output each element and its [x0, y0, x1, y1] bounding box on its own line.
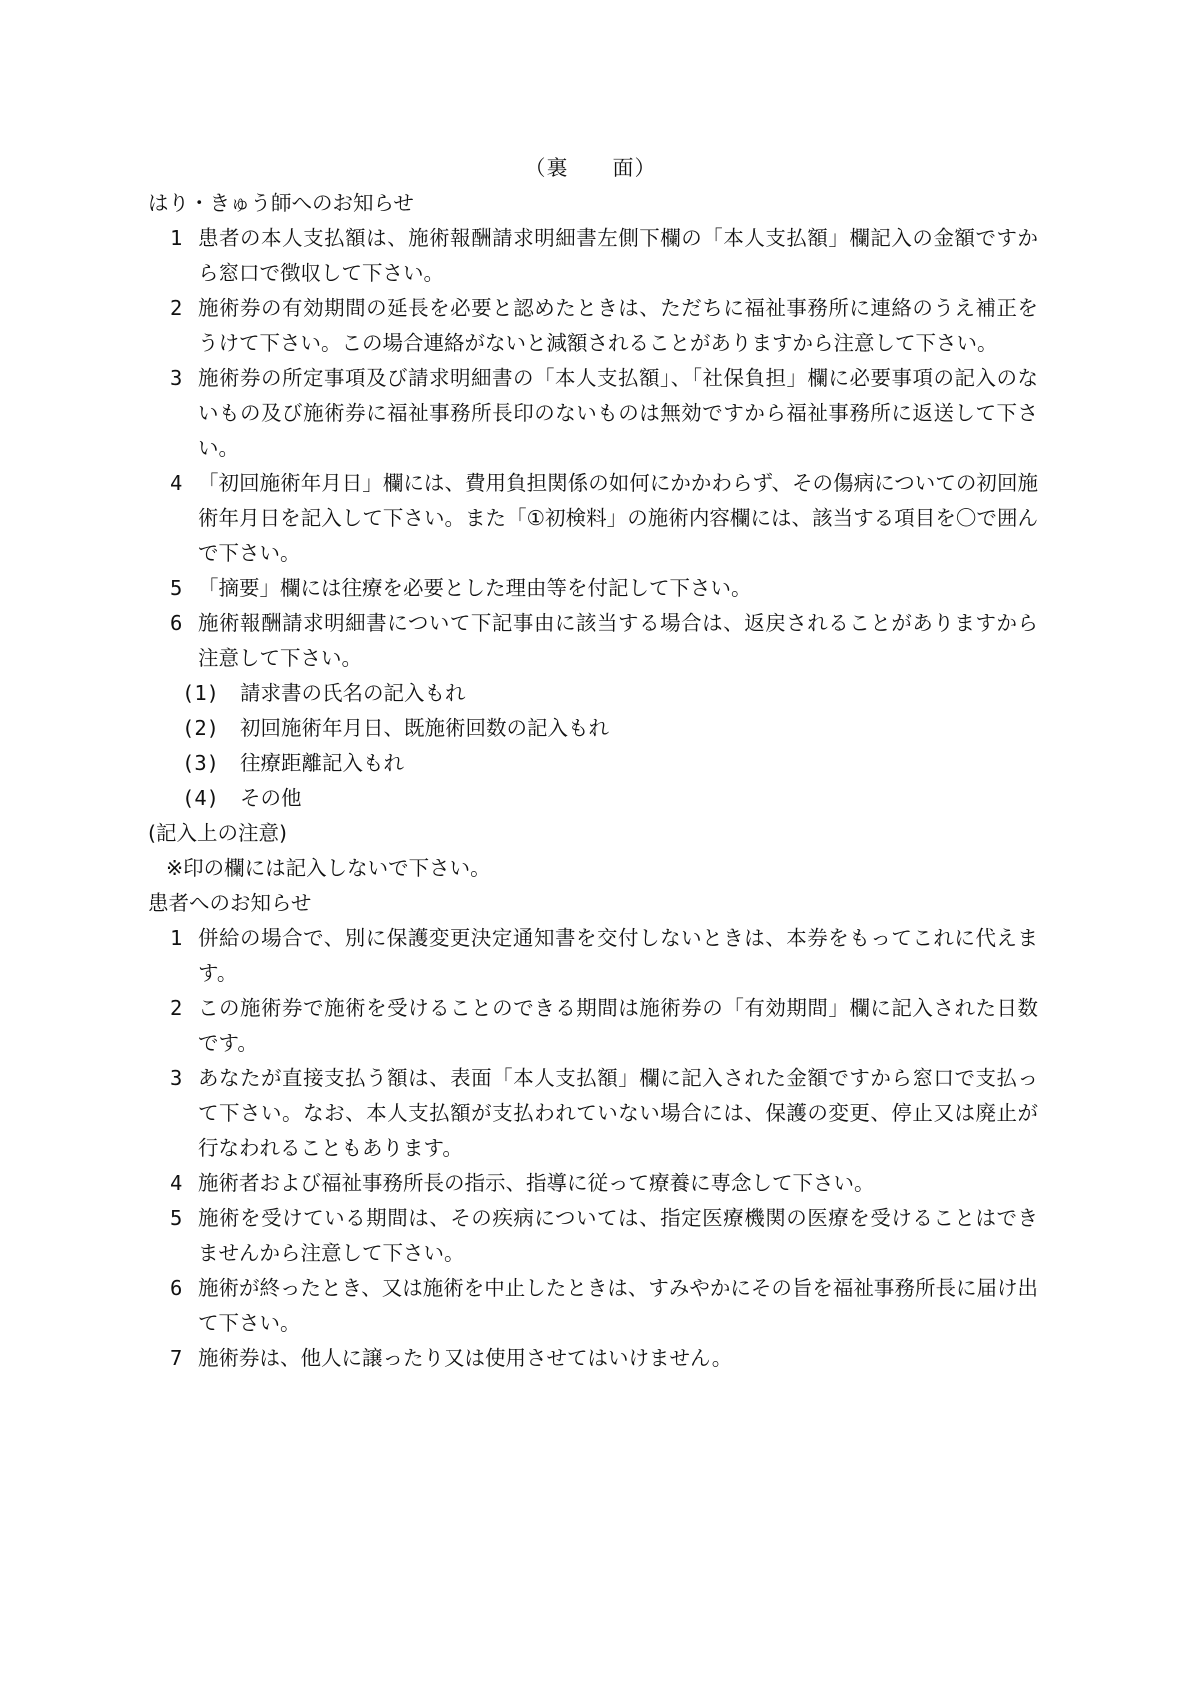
patient-item-4: [170, 1166, 1038, 1201]
item-text: 施術券の有効期間の延長を必要と認めたときは、ただちに福祉事務所に連絡のうえ補正をうけて下さい。この場合連絡がないと減額されることがありますから注意して下さい。: [198, 296, 1038, 355]
sub-item-text: 請求書の氏名の記入もれ: [240, 681, 466, 705]
return-reason-2: [182, 711, 1038, 746]
item-text: 併給の場合で、別に保護変更決定通知書を交付しないときは、本券をもってこれに代えます。: [198, 926, 1038, 985]
item-number: 4: [170, 1171, 183, 1195]
page-title: （裏 面）: [524, 156, 657, 180]
item-text: 施術者および福祉事務所長の指示、指導に従って療養に専念して下さい。: [198, 1171, 875, 1195]
practitioner-item-3: [170, 361, 1038, 466]
practitioner-item-1: [170, 221, 1038, 291]
sub-item-number: (4): [182, 786, 220, 810]
patient-notice-heading: 患者へのお知らせ: [148, 891, 312, 915]
entry-notes-line: ※印の欄には記入しないで下さい。: [166, 856, 491, 880]
item-text: あなたが直接支払う額は、表面「本人支払額」欄に記入された金額ですから窓口で支払って下さい。なお、本人支払額が支払われていない場合には、保護の変更、停止又は廃止が行なわれることもあります。: [198, 1066, 1038, 1160]
patient-item-3: [170, 1061, 1038, 1166]
item-text: 患者の本人支払額は、施術報酬請求明細書左側下欄の「本人支払額」欄記入の金額ですから窓口で徴収して下さい。: [198, 226, 1038, 285]
item-number: 6: [170, 1276, 183, 1300]
sub-item-text: その他: [240, 786, 302, 810]
practitioner-notice-heading: はり・きゅう師へのお知らせ: [148, 191, 414, 215]
item-number: 5: [170, 1206, 183, 1230]
sub-item-text: 初回施術年月日、既施術回数の記入もれ: [240, 716, 609, 740]
return-reason-4: [182, 781, 1038, 816]
item-text: 施術を受けている期間は、その疾病については、指定医療機関の医療を受けることはできませんから注意して下さい。: [198, 1206, 1038, 1265]
item-text: 施術券は、他人に譲ったり又は使用させてはいけません。: [198, 1346, 733, 1370]
patient-item-2: [170, 991, 1038, 1061]
patient-item-7: [170, 1341, 1038, 1376]
item-text: 「摘要」欄には往療を必要とした理由等を付記して下さい。: [198, 576, 752, 600]
patient-item-5: [170, 1201, 1038, 1271]
practitioner-item-4: [170, 466, 1038, 571]
item-text: 「初回施術年月日」欄には、費用負担関係の如何にかかわらず、その傷病についての初回施術年月日を記入して下さい。また「①初検料」の施術内容欄には、該当する項目を〇で囲んで下さい。: [198, 471, 1038, 565]
item-text: 施術報酬請求明細書について下記事由に該当する場合は、返戻されることがありますから注意して下さい。: [198, 611, 1038, 670]
item-number: 4: [170, 471, 183, 495]
item-number: 6: [170, 611, 183, 635]
item-number: 2: [170, 296, 183, 320]
return-reason-1: [182, 676, 1038, 711]
sub-item-number: (3): [182, 751, 220, 775]
return-reason-3: [182, 746, 1038, 781]
item-number: 3: [170, 1066, 183, 1090]
item-text: この施術券で施術を受けることのできる期間は施術券の「有効期間」欄に記入された日数です。: [198, 996, 1038, 1055]
document-body: [148, 186, 1038, 1376]
item-number: 1: [170, 226, 183, 250]
practitioner-item-2: [170, 291, 1038, 361]
entry-notes-heading: (記入上の注意): [148, 821, 287, 845]
item-number: 5: [170, 576, 183, 600]
sub-item-number: (2): [182, 716, 220, 740]
patient-item-6: [170, 1271, 1038, 1341]
practitioner-item-6: [170, 606, 1038, 676]
sub-item-text: 往療距離記入もれ: [240, 751, 404, 775]
item-number: 2: [170, 996, 183, 1020]
item-number: 3: [170, 366, 183, 390]
sub-item-number: (1): [182, 681, 220, 705]
item-text: 施術券の所定事項及び請求明細書の「本人支払額」、「社保負担」欄に必要事項の記入のないもの及び施術券に福祉事務所長印のないものは無効ですから福祉事務所に返送して下さい。: [198, 366, 1038, 460]
item-number: 1: [170, 926, 183, 950]
practitioner-item-5: [170, 571, 1038, 606]
item-text: 施術が終ったとき、又は施術を中止したときは、すみやかにその旨を福祉事務所長に届け出て下さい。: [198, 1276, 1038, 1335]
item-number: 7: [170, 1346, 183, 1370]
patient-item-1: [170, 921, 1038, 991]
